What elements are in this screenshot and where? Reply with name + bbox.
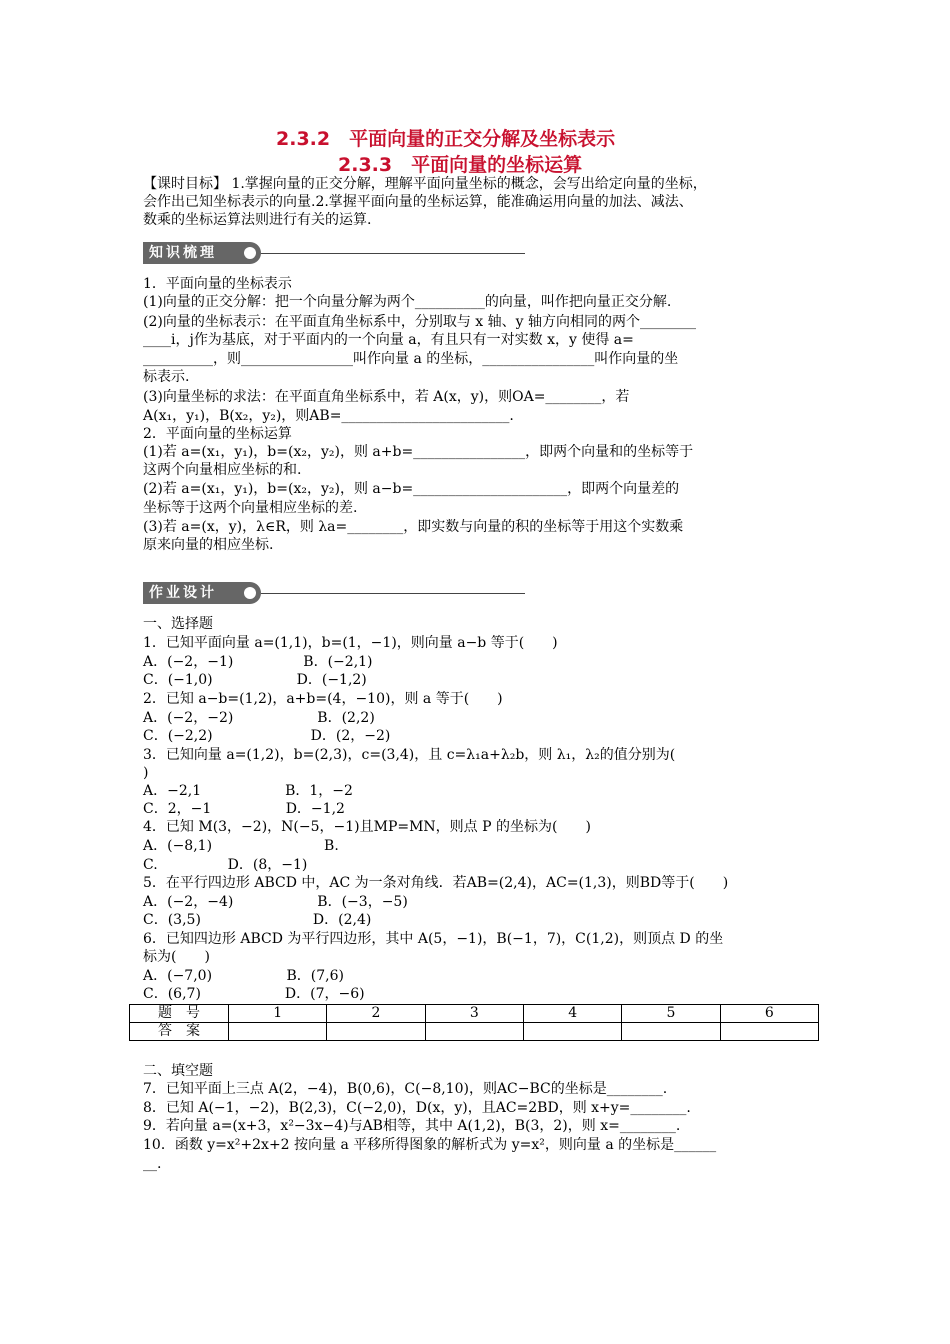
knowledge-line: (2)向量的坐标表示：在平面直角坐标系中，分别取与 x 轴、y 轴方向相同的两个________ xyxy=(143,314,696,330)
question-number: 2 xyxy=(327,1005,425,1023)
question-number: 1 xyxy=(229,1005,327,1023)
knowledge-line: (3)向量坐标的求法：在平面直角坐标系中，若 A(x，y)，则OA=________，若 xyxy=(143,389,630,405)
knowledge-line: 这两个向量相应坐标的和. xyxy=(143,462,302,478)
question-number: 4 xyxy=(523,1005,621,1023)
knowledge-line: ____i，j作为基底，对于平面内的一个向量 a，有且只有一对实数 x，y 使得 a= xyxy=(143,332,634,348)
title-sub: 2.3.3 平面向量的坐标运算 xyxy=(338,154,583,176)
question-number: 5 xyxy=(622,1005,720,1023)
fill-line: 7．已知平面上三点 A(2，−4)，B(0,6)，C(−8,10)，则AC−BC的坐标是________. xyxy=(143,1081,668,1097)
objective-line: 数乘的坐标运算法则进行有关的运算. xyxy=(143,212,372,228)
exercise-line: 一、选择题 xyxy=(143,616,213,632)
section-label: 知识梳理 xyxy=(143,242,261,264)
question-number: 3 xyxy=(425,1005,523,1023)
exercise-line: 6．已知四边形 ABCD 为平行四边形，其中 A(5，−1)，B(−1，7)，C(1,2)，则顶点 D 的坐 xyxy=(143,931,724,947)
exercise-line: ) xyxy=(143,765,149,781)
knowledge-line: 1．平面向量的坐标表示 xyxy=(143,276,292,292)
knowledge-line: (3)若 a=(x，y)，λ∈R，则 λa=________，即实数与向量的积的坐标等于用这个实数乘 xyxy=(143,519,684,535)
table-row xyxy=(130,1005,819,1023)
answer-cell[interactable] xyxy=(622,1023,720,1041)
answer-cell[interactable] xyxy=(229,1023,327,1041)
knowledge-line: (1)若 a=(x₁，y₁)，b=(x₂，y₂)，则 a+b=________________，即两个向量和的坐标等于 xyxy=(143,444,694,460)
fill-line: 8．已知 A(−1，−2)，B(2,3)，C(−2,0)，D(x，y)，且AC=2BD，则 x+y=________. xyxy=(143,1100,691,1116)
knowledge-line: (2)若 a=(x₁，y₁)，b=(x₂，y₂)，则 a−b=______________________，即两个向量差的 xyxy=(143,481,680,497)
knowledge-line: 原来向量的相应坐标. xyxy=(143,537,274,553)
answer-table xyxy=(129,1004,819,1041)
exercise-line: 5．在平行四边形 ABCD 中，AC 为一条对角线．若AB=(2,4)，AC=(1,3)，则BD等于( ) xyxy=(143,875,729,891)
knowledge-line: A(x₁，y₁)，B(x₂，y₂)，则AB=________________________. xyxy=(143,408,514,424)
exercise-line: 4．已知 M(3，−2)，N(−5，−1)且MP=MN，则点 P 的坐标为( ) xyxy=(143,819,591,835)
fill-line: 9．若向量 a=(x+3，x²−3x−4)与AB相等，其中 A(1,2)，B(3，2)，则 x=________. xyxy=(143,1118,681,1134)
knowledge-line: __________，则________________叫作向量 a 的坐标，________________叫作向量的坐 xyxy=(143,351,679,367)
exercise-line: C. D．(8，−1) xyxy=(143,857,308,873)
exercise-line: 2．已知 a−b=(1,2)，a+b=(4，−10)，则 a 等于( ) xyxy=(143,691,503,707)
table-row xyxy=(130,1023,819,1041)
row-header: 答 案 xyxy=(130,1023,229,1041)
answer-cell[interactable] xyxy=(720,1023,818,1041)
section-header-homework xyxy=(143,580,525,606)
exercise-line: C．(6,7) D．(7，−6) xyxy=(143,986,365,1002)
fill-line: 10．函数 y=x²+2x+2 按向量 a 平移所得图象的解析式为 y=x²，则向量 a 的坐标是______ xyxy=(143,1137,717,1153)
objective-line: 【课时目标】 1.掌握向量的正交分解，理解平面向量坐标的概念，会写出给定向量的坐标， xyxy=(143,176,707,192)
section-label: 作业设计 xyxy=(143,582,261,604)
bullet-icon xyxy=(244,587,256,599)
exercise-line: A．(−2，−4) B．(−3，−5) xyxy=(143,894,408,910)
exercise-line: A．(−2，−2) B．(2,2) xyxy=(143,710,375,726)
fill-line: __. xyxy=(143,1156,162,1172)
exercise-line: C．(−1,0) D．(−1,2) xyxy=(143,672,367,688)
answer-cell[interactable] xyxy=(523,1023,621,1041)
exercise-line: C．2，−1 D．−1,2 xyxy=(143,801,345,817)
row-header: 题 号 xyxy=(130,1005,229,1023)
exercise-line: C．(−2,2) D．(2，−2) xyxy=(143,728,391,744)
divider xyxy=(261,253,525,254)
answer-cell[interactable] xyxy=(327,1023,425,1041)
bullet-icon xyxy=(244,247,256,259)
divider xyxy=(261,593,525,594)
exercise-line: A．(−7,0) B．(7,6) xyxy=(143,968,344,984)
exercise-line: 1．已知平面向量 a=(1,1)，b=(1，−1)，则向量 a−b 等于( ) xyxy=(143,635,558,651)
exercise-line: A．(−8,1) B. xyxy=(143,838,339,854)
exercise-line: A．−2,1 B．1，−2 xyxy=(143,783,353,799)
knowledge-line: 坐标等于这两个向量相应坐标的差. xyxy=(143,500,358,516)
fill-line: 二、填空题 xyxy=(143,1063,213,1079)
objective-line: 会作出已知坐标表示的向量.2.掌握平面向量的坐标运算，能准确运用向量的加法、减法、 xyxy=(143,194,693,210)
section-header-knowledge xyxy=(143,240,525,266)
exercise-line: 3．已知向量 a=(1,2)，b=(2,3)，c=(3,4)，且 c=λ₁a+λ₂b，则 λ₁，λ₂的值分别为( xyxy=(143,747,676,763)
answer-cell[interactable] xyxy=(425,1023,523,1041)
exercise-line: A．(−2，−1) B．(−2,1) xyxy=(143,654,373,670)
exercise-line: C．(3,5) D．(2,4) xyxy=(143,912,372,928)
exercise-line: 标为( ) xyxy=(143,949,210,965)
title-main: 2.3.2 平面向量的正交分解及坐标表示 xyxy=(276,128,616,150)
question-number: 6 xyxy=(720,1005,818,1023)
knowledge-line: 标表示. xyxy=(143,369,190,385)
knowledge-line: (1)向量的正交分解：把一个向量分解为两个__________的向量，叫作把向量正交分解. xyxy=(143,294,672,310)
knowledge-line: 2．平面向量的坐标运算 xyxy=(143,426,292,442)
